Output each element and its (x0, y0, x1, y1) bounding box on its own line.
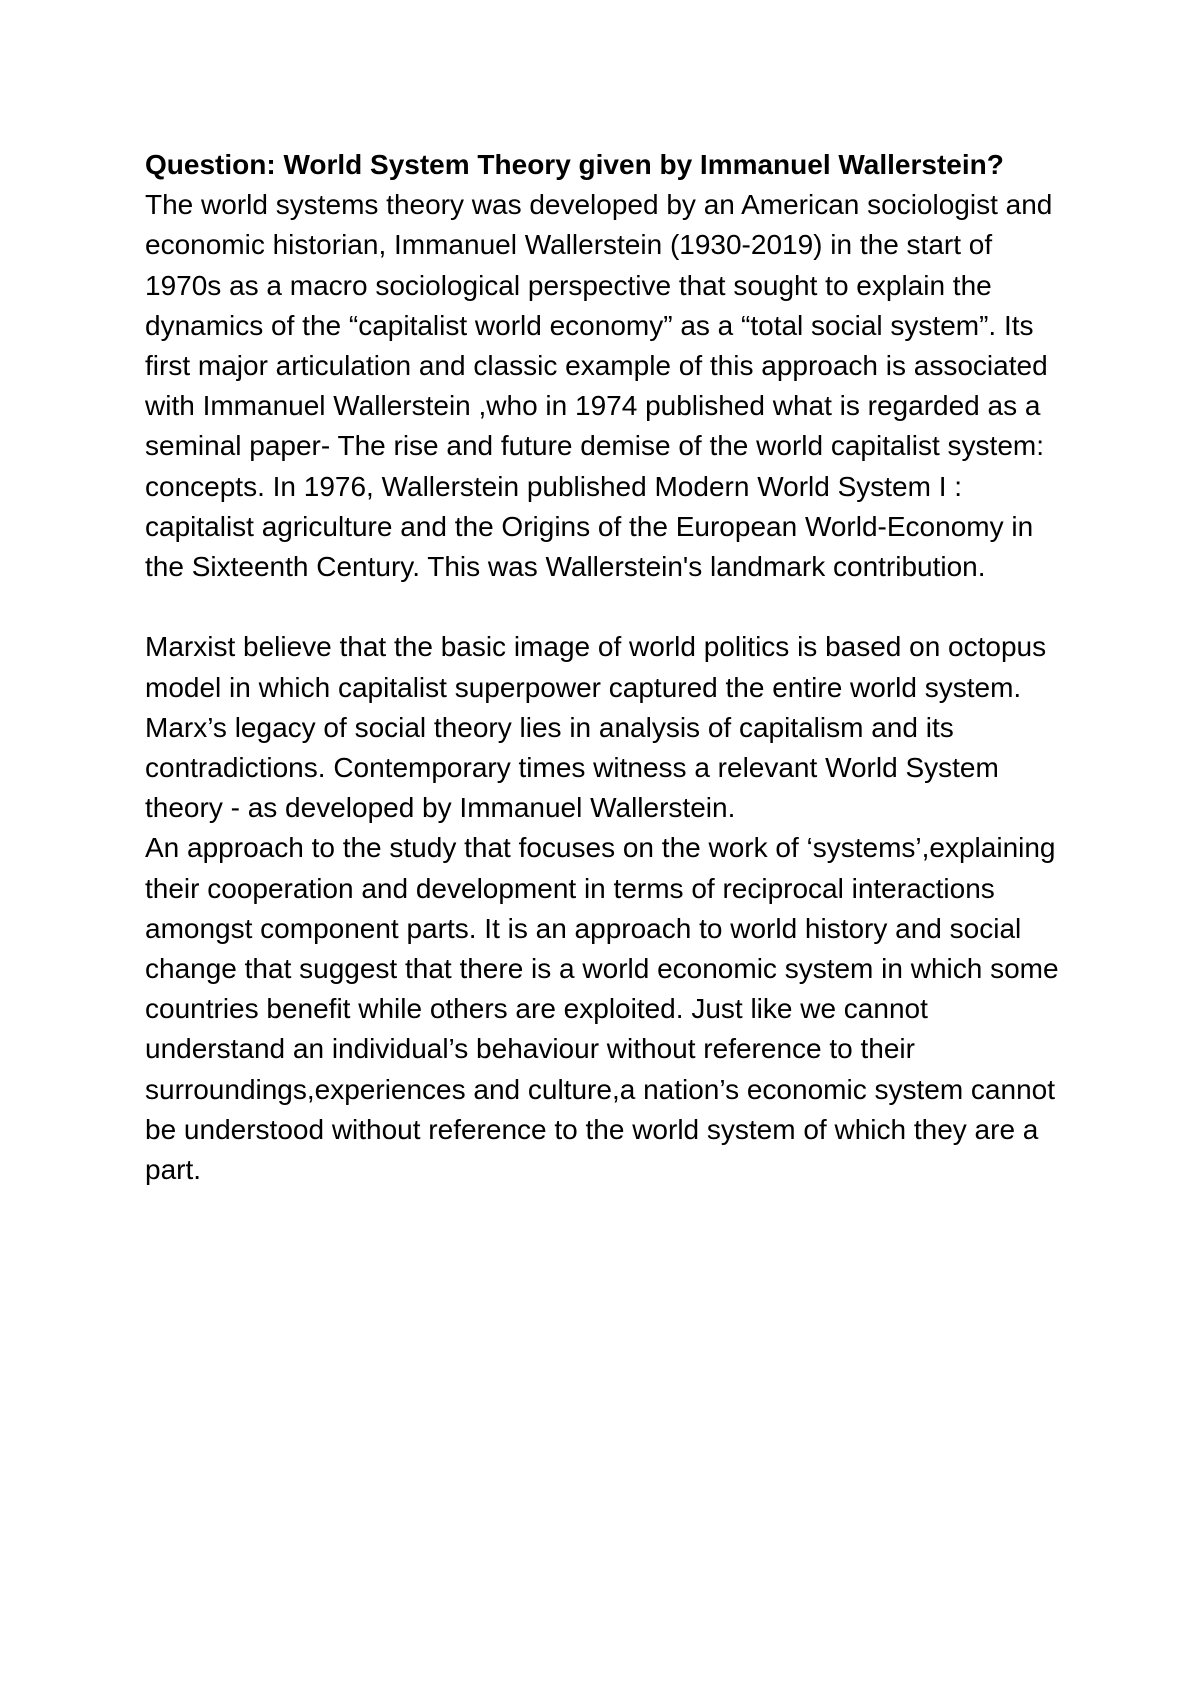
paragraph-approach: An approach to the study that focuses on the work of ‘systems’,explaining their cooperation and development in terms of reciprocal interactions amongst component parts. It is an approach to world history and social change that suggest that there is a world economic system in which some countries benefit while others are exploited. Just like we cannot understand an individual’s behaviour without reference to their surroundings,experiences and culture,a nation’s economic system cannot be understood without reference to the world system of which they are a part. (145, 832, 1059, 1186)
paragraph-intro: The world systems theory was developed by an American sociologist and economic historian, Immanuel Wallerstein (1930-2019) in the start of 1970s as a macro sociological perspective that sought to explain the dynamics of the “capitalist world economy” as a “total social system”. Its first major articulation and classic example of this approach is associated with Immanuel Wallerstein ,who in 1974 published what is regarded as a seminal paper- The rise and future demise of the world capitalist system: concepts. In 1976, Wallerstein published Modern World System I : capitalist agriculture and the Origins of the European World-Economy in the Sixteenth Century. This was Wallerstein's landmark contribution. (145, 189, 1053, 583)
question-heading: Question: World System Theory given by Immanuel Wallerstein? (145, 149, 1004, 180)
document-body (145, 145, 1075, 1190)
paragraph-marxist: Marxist believe that the basic image of world politics is based on octopus model in which capitalist superpower captured the entire world system. Marx’s legacy of social theory lies in analysis of capitalism and its contradictions. Contemporary times witness a relevant World System theory - as developed by Immanuel Wallerstein. (145, 631, 1047, 824)
paragraph-spacer (145, 587, 1075, 627)
